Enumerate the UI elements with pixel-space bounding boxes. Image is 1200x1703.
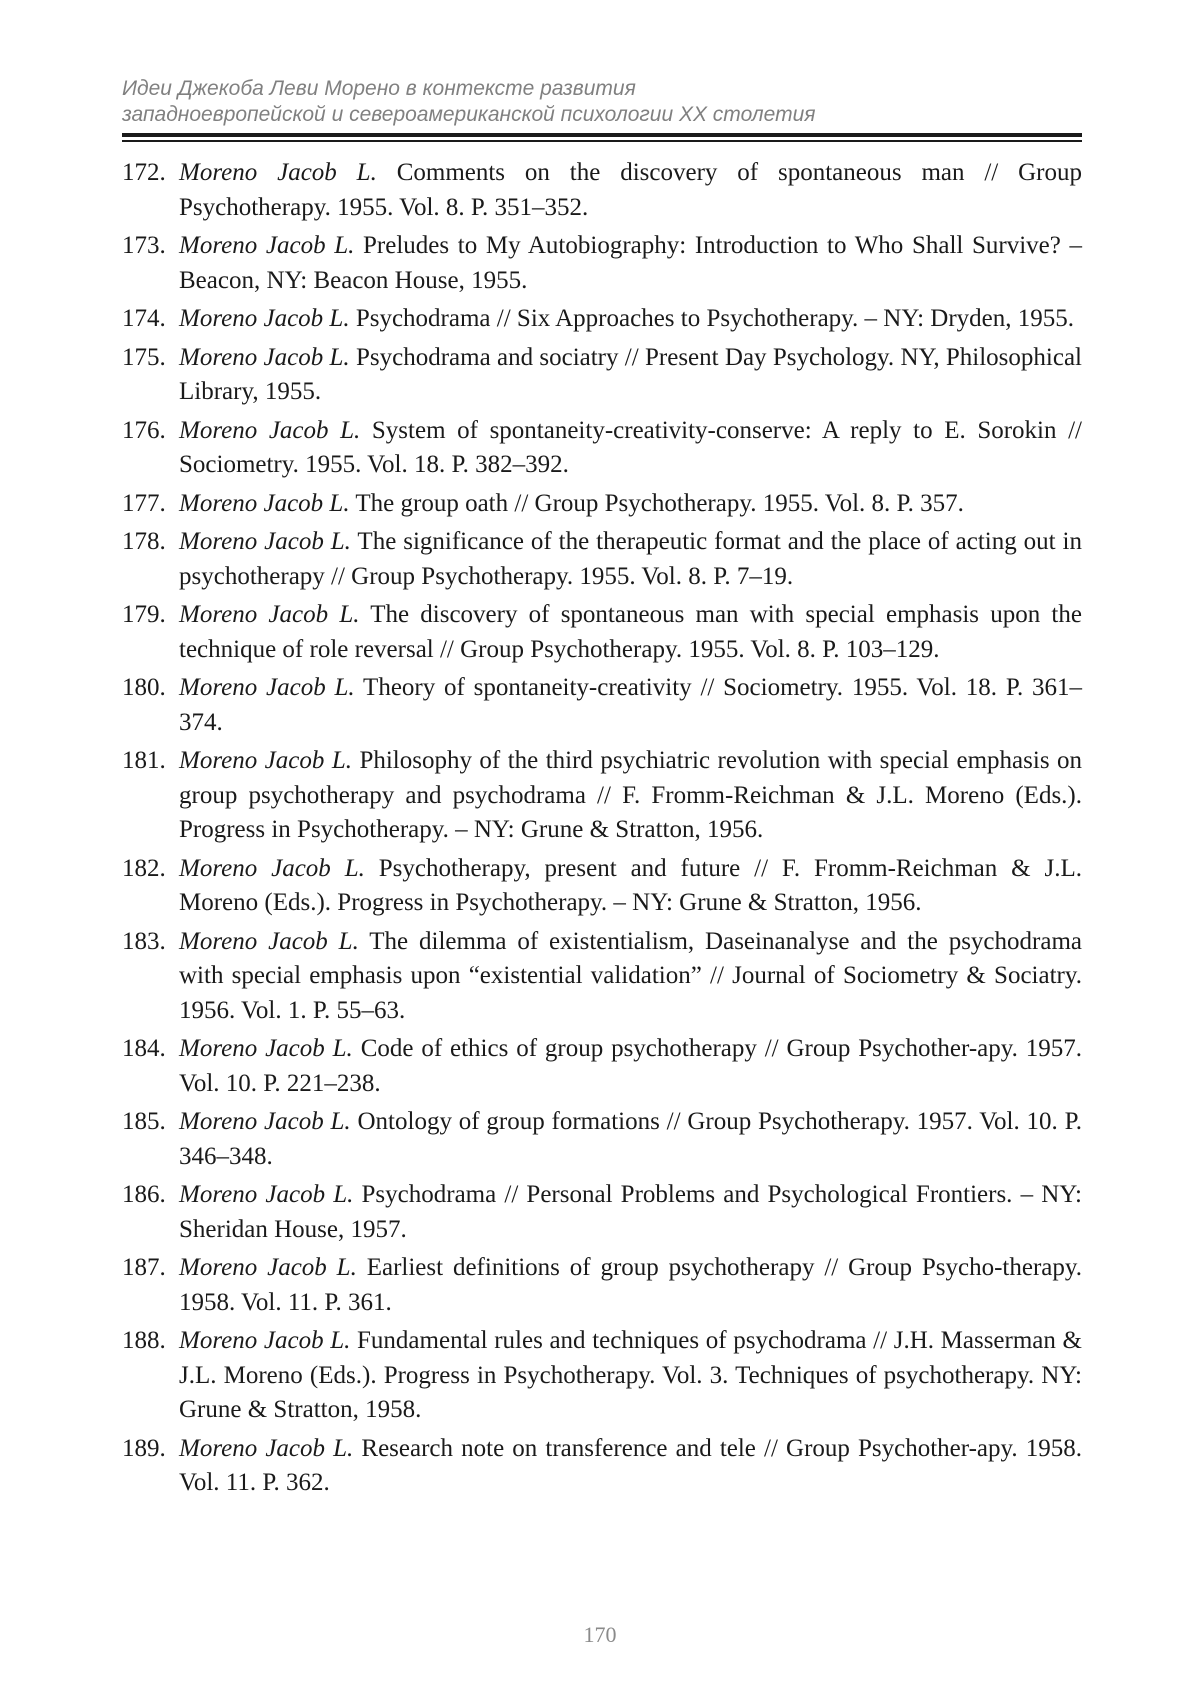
reference-number: 175. (122, 343, 166, 371)
reference-item (122, 1105, 1082, 1174)
reference-number: 176. (122, 416, 166, 444)
reference-text: Theory of spontaneity-creativity // Sociometry. 1955. Vol. 18. P. 361–374. (179, 674, 1082, 736)
reference-number: 177. (122, 489, 166, 517)
reference-number: 173. (122, 232, 166, 259)
reference-number: 181. (122, 747, 166, 774)
reference-item (122, 341, 1082, 410)
reference-text: The group oath // Group Psychotherapy. 1955. Vol. 8. P. 357. (355, 489, 964, 517)
reference-number: 179. (122, 601, 166, 628)
reference-text: Philosophy of the third psychiatric revolution with special emphasis on group psychotherapy and psychodrama // F. Fromm-Reichman & J.L. Moreno (Eds.). Progress in Psychotherapy. – NY: Grune & Stratton, 1956. (179, 747, 1082, 843)
header-rule-thin (122, 140, 1082, 142)
reference-item (122, 852, 1082, 921)
reference-number: 186. (122, 1181, 166, 1208)
reference-number: 185. (122, 1108, 166, 1135)
reference-text: The discovery of spontaneous man with special emphasis upon the technique of role reversal // Group Psychotherapy. 1955. Vol. 8. P. 103–129. (179, 601, 1082, 663)
reference-item (122, 525, 1082, 594)
running-header-line-1: Идеи Джекоба Леви Морено в контексте развития (122, 77, 636, 100)
reference-text: Psychodrama // Personal Problems and Psychological Frontiers. – NY: Sheridan House, 1957. (179, 1181, 1082, 1243)
reference-item (122, 1324, 1082, 1428)
reference-author: Moreno Jacob L. (179, 854, 365, 882)
reference-author: Moreno Jacob L. (179, 601, 360, 628)
reference-text: Research note on transference and tele // Group Psychother-apy. 1958. Vol. 11. P. 362. (179, 1434, 1082, 1496)
reference-text: The significance of the therapeutic format and the place of acting out in psychotherapy // Group Psychotherapy. 1955. Vol. 8. P. 7–19. (179, 528, 1082, 590)
reference-author: Moreno Jacob L. (179, 1181, 354, 1208)
reference-item (122, 925, 1082, 1029)
reference-item (122, 229, 1082, 298)
reference-item (122, 1251, 1082, 1320)
reference-number: 183. (122, 927, 166, 955)
reference-number: 172. (122, 159, 166, 186)
reference-number: 189. (122, 1434, 166, 1462)
page-number: 170 (583, 1622, 617, 1647)
running-header-line-2: западноевропейской и североамериканской психологии XX столетия (122, 103, 816, 126)
reference-item (122, 1032, 1082, 1101)
reference-author: Moreno Jacob L. (179, 1327, 351, 1354)
reference-author: Moreno Jacob L. (179, 927, 359, 955)
reference-text: Psychotherapy, present and future // F. Fromm-Reichman & J.L. Moreno (Eds.). Progress in Psychotherapy. – NY: Grune & Stratton, 1956. (179, 854, 1083, 916)
reference-author: Moreno Jacob L. (179, 1434, 354, 1462)
reference-text: Psychodrama and sociatry // Present Day Psychology. NY, Philosophical Library, 1955. (179, 343, 1082, 405)
reference-item (122, 487, 1082, 522)
reference-author: Moreno Jacob L. (179, 747, 352, 774)
reference-text: Psychodrama // Six Approaches to Psychotherapy. – NY: Dryden, 1955. (355, 305, 1075, 332)
reference-text: Code of ethics of group psychotherapy // Group Psychother-apy. 1957. Vol. 10. P. 221–238. (179, 1035, 1083, 1097)
reference-text: System of spontaneity-creativity-conserve: A reply to E. Sorokin // Sociometry. 1955. Vol. 18. P. 382–392. (179, 416, 1082, 478)
reference-author: Moreno Jacob L. (179, 305, 350, 332)
reference-text: Earliest definitions of group psychotherapy // Group Psycho-therapy. 1958. Vol. 11. P. 361. (179, 1254, 1082, 1316)
reference-text: Ontology of group formations // Group Psychotherapy. 1957. Vol. 10. P. 346–348. (179, 1108, 1082, 1170)
reference-author: Moreno Jacob L. (179, 416, 361, 444)
reference-number: 178. (122, 528, 166, 555)
running-header (122, 76, 1082, 128)
reference-item (122, 671, 1082, 740)
reference-author: Moreno Jacob L. (179, 1108, 351, 1135)
reference-item (122, 598, 1082, 667)
reference-text: Comments on the discovery of spontaneous man // Group Psychotherapy. 1955. Vol. 8. P. 351–352. (179, 159, 1082, 221)
reference-number: 174. (122, 305, 166, 332)
reference-item (122, 744, 1082, 848)
reference-author: Moreno Jacob L. (179, 343, 350, 371)
reference-author: Moreno Jacob L. (179, 489, 350, 517)
reference-list (122, 156, 1082, 1505)
reference-number: 187. (122, 1254, 166, 1281)
reference-author: Moreno Jacob L. (179, 674, 355, 701)
reference-item (122, 302, 1082, 337)
reference-number: 180. (122, 674, 166, 701)
reference-text: Fundamental rules and techniques of psychodrama // J.H. Masserman & J.L. Moreno (Eds.). Progress in Psychotherapy. Vol. 3. Techniques of psychotherapy. NY: Grune & Stratton, 1958. (179, 1327, 1082, 1423)
reference-item (122, 156, 1082, 225)
reference-text: The dilemma of existentialism, Daseinanalyse and the psychodrama with special emphasis upon “existential validation” // Journal of Sociometry & Sociatry. 1956. Vol. 1. P. 55–63. (179, 927, 1082, 1024)
reference-number: 188. (122, 1327, 166, 1354)
reference-author: Moreno Jacob L. (179, 159, 377, 186)
reference-author: Moreno Jacob L. (179, 1254, 357, 1281)
reference-author: Moreno Jacob L. (179, 232, 355, 259)
reference-text: Preludes to My Autobiography: Introduction to Who Shall Survive? – Beacon, NY: Beacon House, 1955. (179, 232, 1083, 294)
header-rule-thick (122, 133, 1082, 137)
reference-author: Moreno Jacob L. (179, 528, 351, 555)
reference-author: Moreno Jacob L. (179, 1035, 353, 1062)
reference-item (122, 414, 1082, 483)
reference-number: 182. (122, 854, 166, 882)
reference-item (122, 1178, 1082, 1247)
reference-number: 184. (122, 1035, 166, 1062)
reference-item (122, 1432, 1082, 1501)
